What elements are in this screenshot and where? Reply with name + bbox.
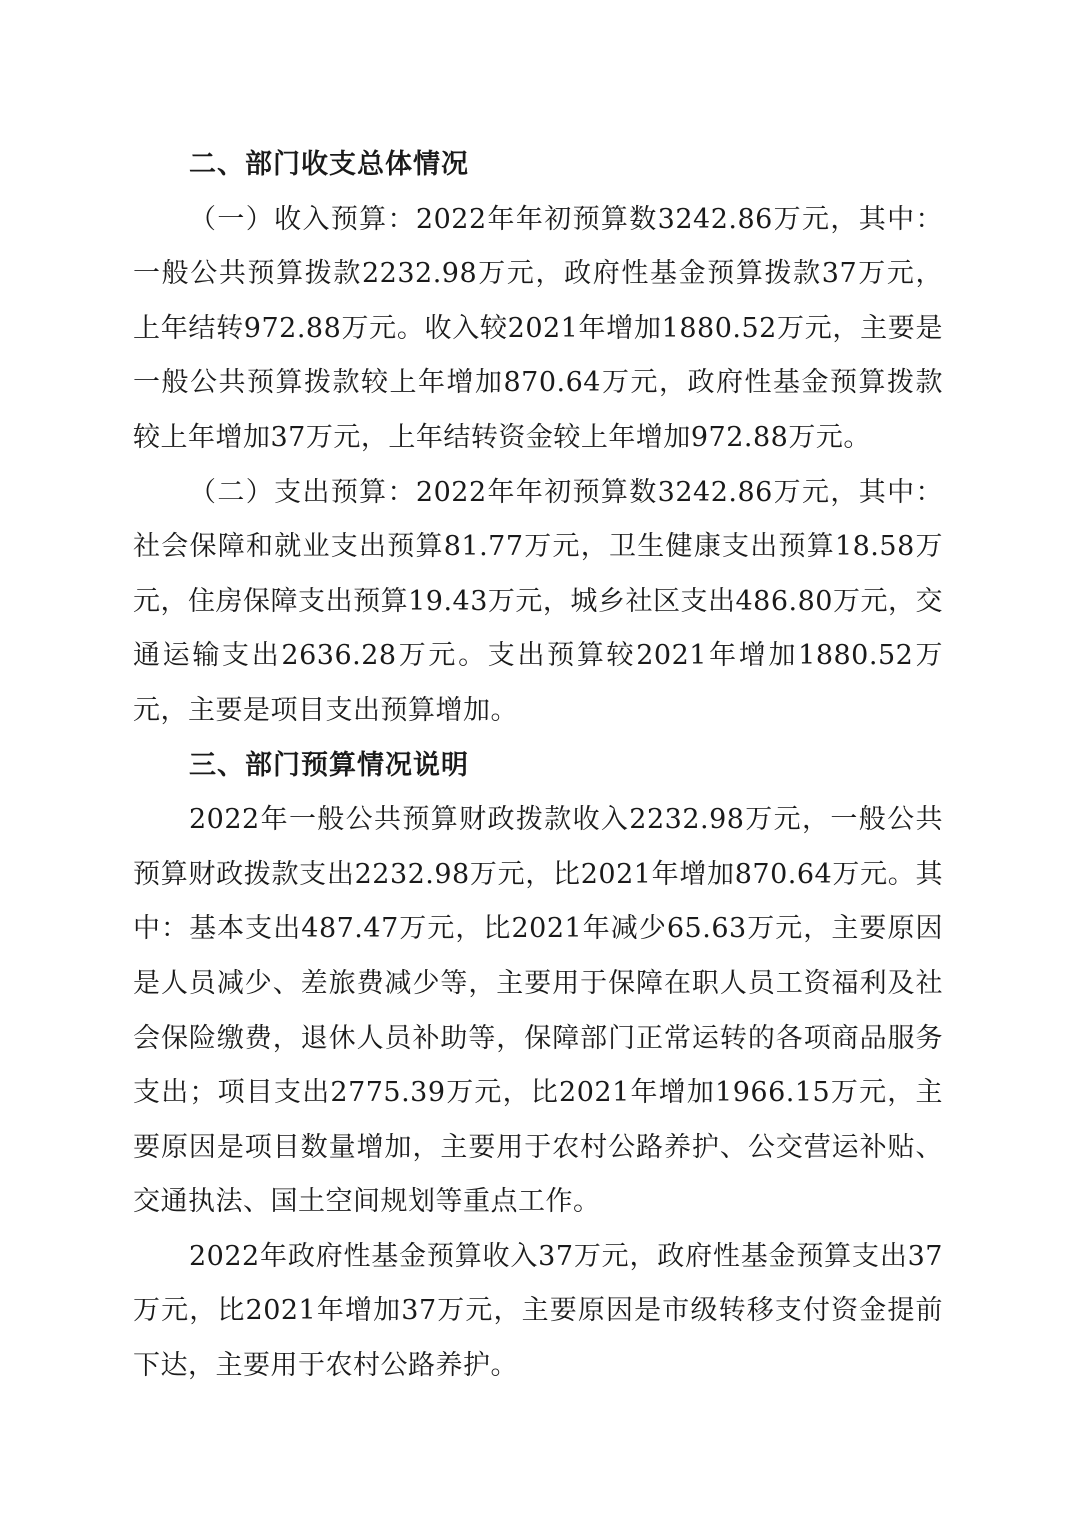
paragraph-income-budget: （一）收入预算：2022年年初预算数3242.86万元，其中：一般公共预算拨款2232.98万元，政府性基金预算拨款37万元，上年结转972.88万元。收入较2021年增加1880.52万元，主要是一般公共预算拨款较上年增加870.64万元，政府性基金预算拨款较上年增加37万元，上年结转资金较上年增加972.88万元。 [133,203,943,453]
section-heading-overall: 二、部门收支总体情况 [189,149,469,180]
document-body [133,138,943,1394]
paragraph-general-public-budget: 2022年一般公共预算财政拨款收入2232.98万元，一般公共预算财政拨款支出2232.98万元，比2021年增加870.64万元。其中：基本支出487.47万元，比2021年减少65.63万元，主要原因是人员减少、差旅费减少等，主要用于保障在职人员工资福利及社会保险缴费，退休人员补助等，保障部门正常运转的各项商品服务支出；项目支出2775.39万元，比2021年增加1966.15万元，主要原因是项目数量增加，主要用于农村公路养护、公交营运补贴、交通执法、国土空间规划等重点工作。 [133,804,943,1218]
section-heading-budget-explanation: 三、部门预算情况说明 [189,749,469,781]
paragraph-expenditure-budget: （二）支出预算：2022年年初预算数3242.86万元，其中：社会保障和就业支出预算81.77万元，卫生健康支出预算18.58万元，住房保障支出预算19.43万元，城乡社区支出486.80万元，交通运输支出2636.28万元。支出预算较2021年增加1880.52万元，主要是项目支出预算增加。 [133,476,943,726]
paragraph-government-fund-budget: 2022年政府性基金预算收入37万元，政府性基金预算支出37万元，比2021年增加37万元，主要原因是市级转移支付资金提前下达，主要用于农村公路养护。 [133,1240,943,1382]
